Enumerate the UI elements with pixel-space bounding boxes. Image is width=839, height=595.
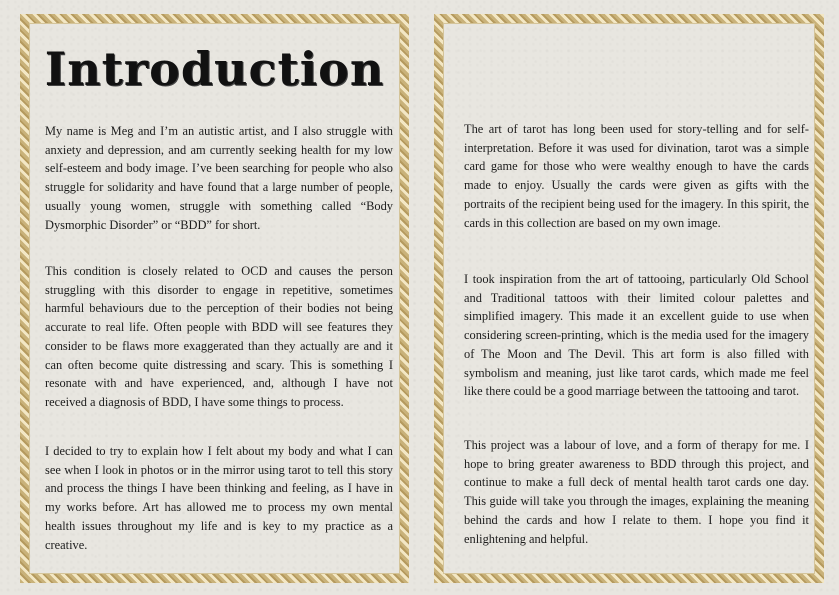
page-title: Introduction <box>44 42 385 96</box>
right-page-frame <box>443 23 815 574</box>
paragraph-tarot-decision: I decided to try to explain how I felt about my body and what I can see when I look in photos or in the mirror using tarot to tell this story and process the things I have been thinking and feeling, as I have in my works before. Art has allowed me to process my own mental health issues throughout my life and is key to my practice as a creative. <box>45 444 393 552</box>
paragraph-bdd-condition: This condition is closely related to OCD and causes the person struggling with this disorder to engage in repetitive, sometimes harmful behaviours due to the perception of their bodies not being accurate to real life. Often people with BDD will see features they consider to be flaws more exaggerated than they actually are and it can often become quite distressing and scary. This is something I resonate with and have experienced, and, although I have not received a diagnosis of BDD, I have some things to process. <box>45 264 393 409</box>
left-page <box>20 14 409 583</box>
paragraph-tarot-history: The art of tarot has long been used for story-telling and for self-interpretation. Before it was used for divination, tarot was a simple card game for those who were wealthy enough to have the cards made to enjoy. Usually the cards were given as gifts with the portraits of the recipient being used for the imagery. In this spirit, the cards in this collection are based on my own image. <box>464 122 809 230</box>
paragraph-intro-meg: My name is Meg and I’m an autistic artist, and I also struggle with anxiety and depression, and am currently seeking health for my low self-esteem and body image. I’ve been searching for people who also struggle for solidarity and have found that a large number of people, usually young women, struggle with something called “Body Dysmorphic Disorder” or “BDD” for short. <box>45 124 393 232</box>
paragraph-project-goals: This project was a labour of love, and a form of therapy for me. I hope to bring greater awareness to BDD through this project, and continue to make a full deck of mental health tarot cards one day. This guide will take you through the images, explaining the meaning behind the cards and how I relate to them. I hope you find it enlightening and helpful. <box>464 438 809 546</box>
paragraph-tattoo-inspiration: I took inspiration from the art of tattooing, particularly Old School and Traditional tattoos with their limited colour palettes and simplified imagery. This made it an excellent guide to use when considering screen-printing, which is the media used for the imagery of The Moon and The Devil. This art form is also filled with symbolism and meaning, just like tarot cards, which made me feel like there could be a good marriage between the tattooing and tarot. <box>464 272 809 399</box>
right-page <box>434 14 824 583</box>
left-page-frame <box>29 23 400 574</box>
